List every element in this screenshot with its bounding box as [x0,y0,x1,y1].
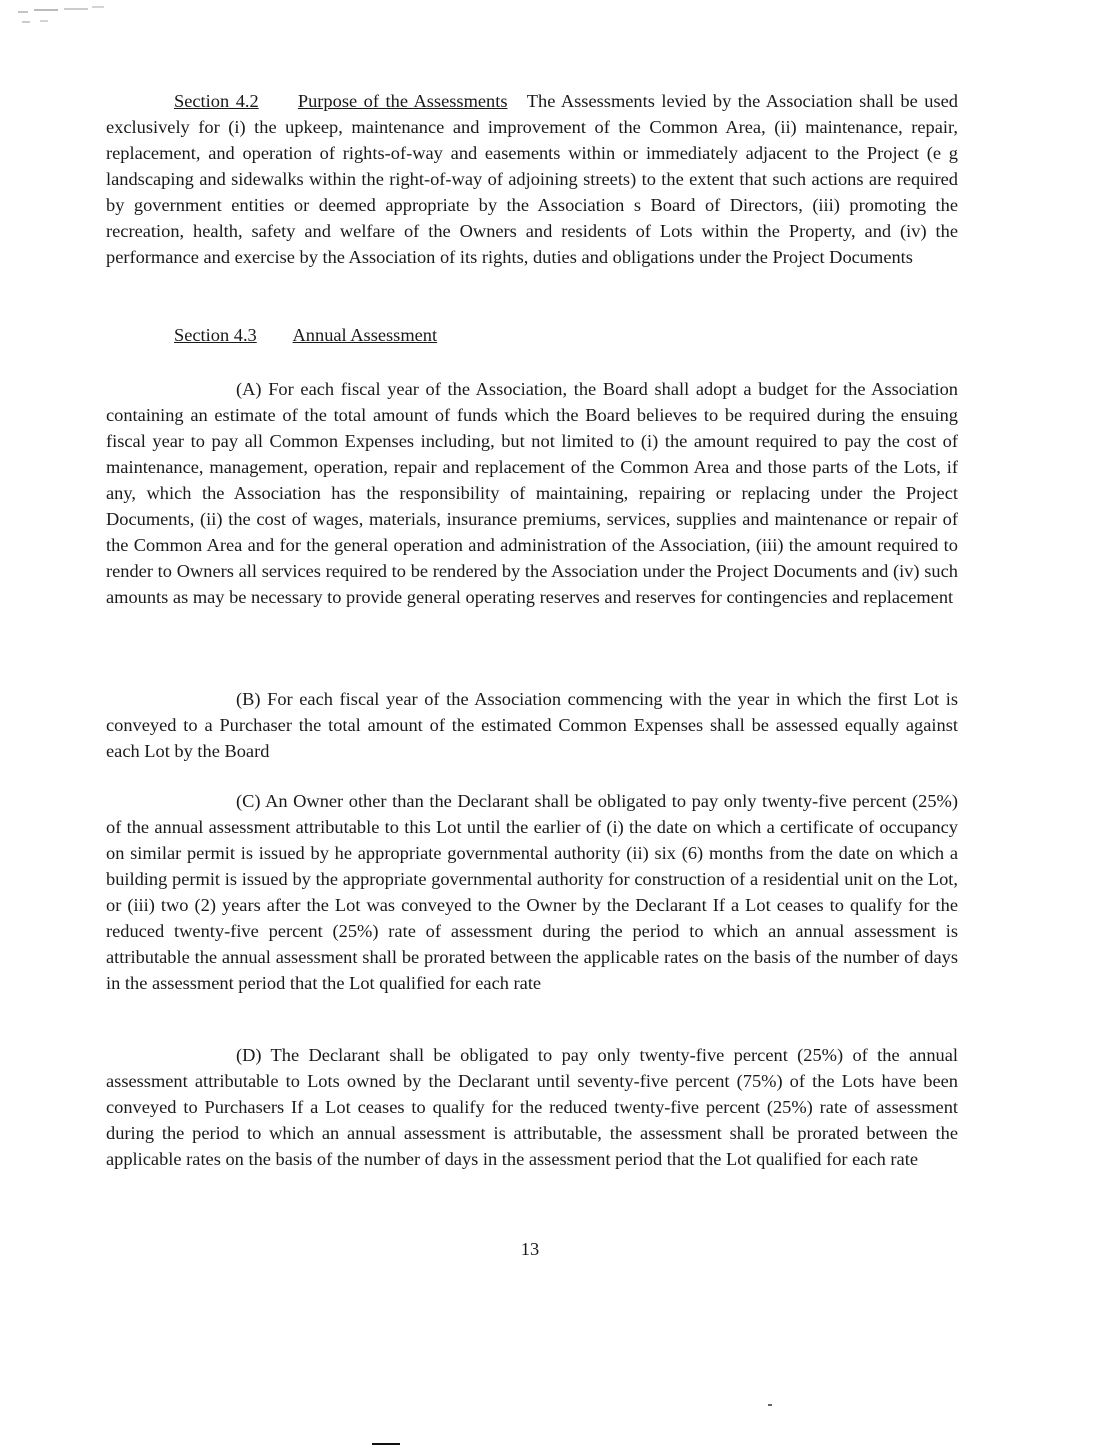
paragraph-d: (D) The Declarant shall be obligated to pay only twenty-five percent (25%) of the annual assessment attributable to Lots owned by the Declarant until seventy-five percent (75%) of the Lots have been conveyed to Purchasers If a Lot ceases to qualify for the reduced twenty-five percent (25%) rate of assessment during the period to which an annual assessment is attributable, the assessment shall be prorated between the applicable rates on the basis of the number of days in the assessment period that the Lot qualified for each rate [106,1045,958,1169]
page-number: 13 [520,1239,540,1259]
section-4-2-title: Purpose of the Assessments [297,91,508,111]
paragraph-c: (C) An Owner other than the Declarant shall be obligated to pay only twenty-five percent (25%) of the annual assessment attributable to this Lot until the earlier of (i) the date on which a certificate of occupancy on similar permit is issued by he appropriate governmental authority (ii) six (6) months from the date on which a building permit is issued by the appropriate governmental authority for construction of a residential unit on the Lot, or (iii) two (2) years after the Lot was conveyed to the Owner by the Declarant If a Lot ceases to qualify for the reduced twenty-five percent (25%) rate of assessment during the period to which an annual assessment is attributable the annual assessment shall be prorated between the applicable rates on the basis of the number of days in the assessment period that the Lot qualified for each rate [106,791,958,993]
section-4-2-label: Section 4.2 [174,91,259,111]
section-4-3-heading [174,322,437,348]
paragraph-a: (A) For each fiscal year of the Association, the Board shall adopt a budget for the Association containing an estimate of the total amount of funds which the Board believes to be required during the ensuing fiscal year to pay all Common Expenses including, but not limited to (i) the amount required to pay the cost of maintenance, management, operation, repair and replacement of the Common Area and those parts of the Lots, if any, which the Association has the responsibility of maintaining, repairing or replacing under the Project Documents, (ii) the cost of wages, materials, insurance premiums, services, supplies and maintenance or repair of the Common Area and for the general operation and administration of the Association, (iii) the amount required to render to Owners all services required to be rendered by the Association under the Project Documents and (iv) such amounts as may be necessary to provide general operating reserves and reserves for contingencies and replacement [106,379,958,607]
scan-speck [768,1404,772,1406]
section-4-3-title: Annual Assessment [292,325,438,345]
section-4-2-body: The Assessments levied by the Association shall be used exclusively for (i) the upkeep, maintenance and improvement of the Common Area, (ii) maintenance, repair, replacement, and operation of rights-of-way and easements within or immediately adjacent to the Project (e g landscaping and sidewalks within the right-of-way of adjoining streets) to the extent that such actions are required by government entities or deemed appropriate by the Association s Board of Directors, (iii) promoting the recreation, health, safety and welfare of the Owners and residents of Lots within the Property, and (iv) the performance and exercise by the Association of its rights, duties and obligations under the Project Documents [106,91,958,267]
scan-artifact-icon [18,4,110,28]
paragraph-b: (B) For each fiscal year of the Association commencing with the year in which the first Lot is conveyed to a Purchaser the total amount of the estimated Common Expenses shall be assessed equally against each Lot by the Board [106,689,958,761]
bottom-rule [372,1443,400,1445]
section-4-3-label: Section 4.3 [174,325,257,345]
section-4-2-paragraph [106,88,958,270]
